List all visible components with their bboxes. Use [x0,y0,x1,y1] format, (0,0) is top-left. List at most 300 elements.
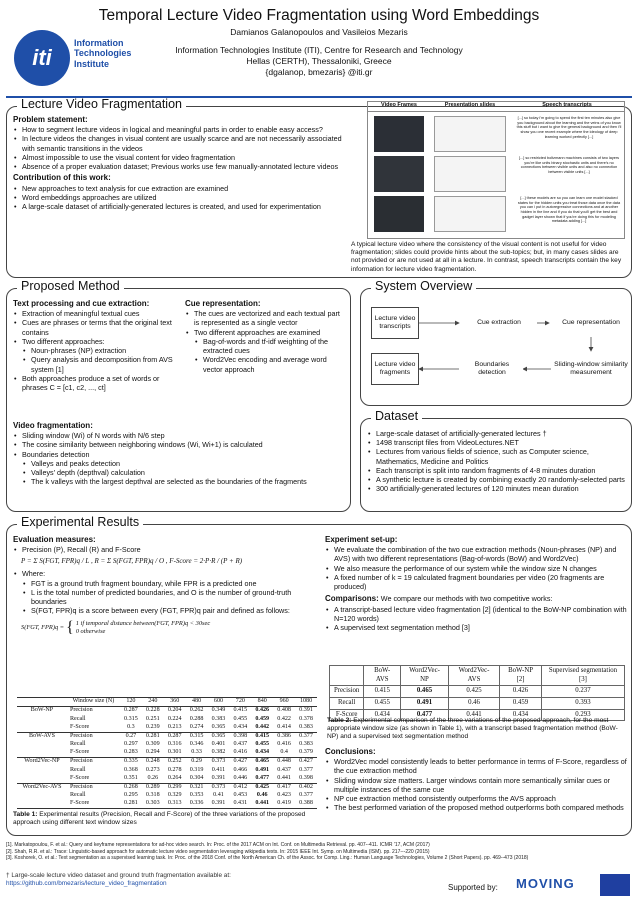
table-1-header [17,698,317,707]
table-row [17,783,317,792]
table-cell: 0.391 [211,774,226,781]
table-cell: 0.408 [277,707,291,714]
table-cell: 0.434 [364,709,401,721]
video-fragmentation-block [13,421,345,487]
concl-heading: Conclusions: [325,747,376,756]
table-cell: 0.465 [255,758,270,765]
table-cell: 0.455 [364,698,401,710]
table-cell: 0.455 [255,741,270,748]
table-cell [17,715,67,723]
cmp-item: • A transcript-based lecture video fragmentation [2] (identical to the BoW-NP combination with N=120 words) [325,605,627,623]
cr-heading: Cue representation: [185,299,261,308]
table-1-header-cell: 360 [170,698,180,705]
table-cell: 0.401 [211,741,226,748]
table-cell: 0.377 [299,766,313,773]
tp-item: • Two different approaches: [13,337,181,346]
es-list [325,545,627,591]
table-cell: 0.315 [124,715,138,722]
fig-col-frames: Video Frames [381,102,417,108]
em-heading: Evaluation measures: [13,535,96,544]
table-cell: 0.416 [277,741,291,748]
where-subitem: • FGT is a ground truth fragment boundary, while FPR is a predicted one [22,579,321,588]
table-cell: 0.427 [299,758,313,765]
contrib-item: • New approaches to text analysis for cue extraction are examined [13,184,343,193]
table-cell: 0.3 [127,723,135,730]
table-cell: 0.353 [189,792,204,799]
table-cell: 0.274 [189,723,204,730]
contrib-heading: Contribution of this work: [13,173,111,183]
table-cell: 0.419 [277,800,291,807]
video-frame-image [374,156,424,192]
table-cell: 0.297 [124,741,138,748]
table-cell: F-Score [69,749,90,756]
table-cell: 0.336 [189,800,204,807]
table-cell [17,766,67,774]
es-item: • We evaluate the combination of the two cue extraction methods (Noun-phrases (NP) and AVS) with two different representations (Bag-of-words (BoW) and Word2Vec) [325,545,627,563]
problem-block [13,115,343,211]
table-cell: 0.351 [124,774,138,781]
dataset-note: † Large-scale lecture video dataset and ground truth fragmentation available at: [6,872,231,879]
table-cell: 0.268 [124,783,138,790]
table-row [17,792,317,800]
section-lecture-video-fragmentation [6,97,632,278]
conclusions-block [325,747,627,813]
table-cell: Precision [69,783,93,790]
table-cell: 0.382 [211,749,226,756]
concl-list [325,757,627,812]
table-cell: Precision [69,707,93,714]
table-cell: 0.477 [255,774,270,781]
table-cell: 0.415 [233,707,248,714]
table-cell: 0.313 [167,800,182,807]
concl-item: • The best performed variation of the proposed method outperforms both compared methods [325,803,627,812]
table-2-body [330,686,625,721]
table-cell: 0.29 [191,758,202,765]
contrib-item: • Word embeddings approaches are utilized [13,193,343,202]
table-cell: 0.299 [167,783,182,790]
table-row [17,758,317,767]
table-row [17,715,317,723]
vf-item: • Sliding window (Wi) of N words with N/6 step [13,431,345,440]
dataset-list [367,429,629,494]
reference-item: [2]. Shah, R.R. et al.: Trace: Linguistic-based approach for automatic lecture video segmentation leveraging wikipedia texts. In: 2015 IEEE Int. Symp. on Multimedia (ISM). pp. 217---220 (2015) [6,848,430,855]
cr-subitem: • Bag-of-words and tf-idf weighting of the extracted cues [194,337,345,355]
table-cell: 0.391 [299,707,313,714]
dataset-link[interactable]: https://github.com/bmezaris/lecture_video_fragmentation [6,880,167,888]
vf-list [13,431,345,459]
table-cell: 0.248 [145,758,160,765]
table-1-header-cell: Window size (N) [72,698,115,705]
supported-by: Supported by: [448,883,498,892]
table-cell: 0.383 [211,715,226,722]
problem-item: • In lecture videos the changes in visual content are usually scarce and are not necessarily associated with semantic transitions in the videos [13,134,343,152]
cr-subitem: • Word2Vec encoding and average word vector approach [194,355,345,373]
table-cell: 0.33 [191,749,202,756]
table-cell: 0.26 [147,774,159,781]
table-cell [17,800,67,809]
table-cell: 0.289 [145,783,160,790]
table-1-header-cell: 1080 [299,698,313,705]
table-2-header-cell: Supervised segmentation [3] [541,666,624,686]
table-1-body [17,707,317,809]
table-cell: 0.426 [255,707,270,714]
table-cell: 0.416 [233,749,248,756]
comparisons-line: Comparisons: We compare our methods with two competitive works: [325,594,553,604]
table-cell: 0.294 [145,749,160,756]
figure-lecture-example [367,101,625,239]
table-cell: 0.315 [189,732,204,739]
table-cell: 0.262 [189,707,204,714]
table-cell: Recall [69,715,86,722]
table-cell: 0.379 [299,749,313,756]
tp-item: • Extraction of meaningful textual cues [13,309,181,318]
table-2-header-cell: BoW-AVS [364,666,401,686]
table-cell: 0.411 [211,766,226,773]
table-cell [17,792,67,800]
table-cell: 0.393 [541,698,624,710]
table-cell: 0.386 [277,732,291,739]
table-cell: 0.41 [213,792,224,799]
table-cell: 0.281 [145,732,160,739]
table-cell: 0.415 [364,686,401,698]
table-cell: 0.373 [211,783,226,790]
section-title: Dataset [371,410,422,423]
references [6,842,632,862]
vf-subitem: • Valleys and peaks detection [22,459,345,468]
table-cell: 0.264 [167,774,182,781]
tp-sublist [13,346,181,374]
table-1-header-cell: 960 [279,698,289,705]
table-cell: F-Score [69,774,90,781]
section-dataset [360,409,632,512]
table-cell: 0.309 [145,741,160,748]
section-system-overview [360,279,632,406]
tp-list [13,309,181,346]
table-2-header-cell: Word2Vec-NP [401,666,449,686]
table-2-header-cell [330,666,364,686]
table-cell [17,749,67,758]
cr-list [185,309,345,337]
where-item: • Where: [13,569,321,578]
table-cell: F-Score [69,800,90,807]
table-cell: Recall [69,792,86,799]
table-cell: 0.388 [299,800,313,807]
table-cell: Precision [69,758,93,765]
table-row [17,775,317,784]
section-title: System Overview [371,280,476,293]
table-cell: 0.281 [124,800,138,807]
table-1-caption: Table 1: Experimental results (Precision, Recall and F-Score) of the three variations of the proposed approach using different text window sizes [13,811,306,827]
table-row [17,741,317,749]
table-cell: Recall [330,698,364,710]
table-cell: Word2Vec-NP [24,758,60,765]
table-cell: 0.491 [401,698,449,710]
table-cell: 0.378 [299,715,313,722]
slide-image [434,196,506,232]
table-cell: 0.491 [255,766,270,773]
em-item: • Precision (P), Recall (R) and F-Score [13,545,321,554]
table-cell: 0.365 [211,732,226,739]
piece-case-1: 1 if temporal distance between(FGT, FPR)q < 30sec [75,619,211,627]
table-cell: 0.455 [233,715,248,722]
dataset-item: • A synthetic lecture is created by combining exactly 20 randomly-selected parts [367,475,629,484]
poster-institute: Information Technologies Institute (ITI), Centre for Research and Technology Hellas (CERTH), Thessaloniki, Greece {dgalanop, bmezaris} @iti.gr [175,45,463,78]
where-subitem: • S(FGT, FPR)q is a score between every (FGT, FPR)q pair and defined as follows: [22,606,321,615]
iti-logo-mark: iti [14,30,70,86]
table-1-header-cell: 600 [213,698,224,705]
box-boundaries-detection: Boundaries detection [461,357,523,381]
table-cell: 0.415 [255,732,270,739]
table-cell: Precision [69,732,93,739]
concl-item: • Sliding window size matters. Larger windows contain more semantically similar cues or multiple instances of the same cue [325,776,627,794]
table-row [17,732,317,741]
table-cell: BoW-NP [30,707,54,714]
concl-item: • NP cue extraction method consistently outperforms the AVS approach [325,794,627,803]
text-processing-block [13,299,181,392]
table-cell: 0.349 [211,707,226,714]
table-cell: 0.383 [299,723,313,730]
table-cell [17,775,67,784]
tp-subitem: • Noun-phrases (NP) extraction [22,346,181,355]
brace-glyph: { [66,618,74,636]
table-cell: BoW-AVS [29,732,55,739]
table-cell: 0.46 [448,698,499,710]
box-sliding-window: Sliding-window similarity measurement [551,353,631,385]
transcript-text: [...] these models are so you can learn one model stacked states for the hidden units you treat those data once the data you can i put in autoregressive connections and at another hidden in the line and if you do that you'll get the best and gadget layer shown that if you're doing this for modeling metadata adding [...] [517,196,621,224]
table-cell: Recall [69,741,86,748]
table-cell: Precision [330,686,364,698]
table-cell: 0.365 [211,723,226,730]
section-proposed-method [6,279,351,512]
tp-item: • Cues are phrases or terms that the original text contains [13,318,181,336]
contrib-item: • A large-scale dataset of artificially-generated lectures is created, and used for experimentation [13,202,343,211]
dataset-item: • Lectures from various fields of science, such as Computer science, Mathematics, Medicine and Politics [367,447,629,465]
table-cell: 0.27 [125,732,137,739]
tp-heading: Text processing and cue extraction: [13,299,150,308]
table-2-header [330,666,625,686]
table-cell: 0.412 [233,783,248,790]
table-cell: 0.293 [541,709,624,721]
fig-col-transcripts: Speech transcripts [542,102,592,108]
slide-image [434,156,506,192]
table-cell: 0.459 [255,715,270,722]
table-cell: 0.423 [277,792,291,799]
where-sublist [13,579,321,616]
table-cell: 0.301 [167,749,182,756]
table-cell: 0.434 [233,723,248,730]
table-cell: 0.441 [448,709,499,721]
vf-item: • Boundaries detection [13,450,345,459]
table-cell: 0.414 [277,723,291,730]
table-row [17,749,317,758]
table-cell: 0.441 [277,774,291,781]
box-cue-extraction: Cue extraction [461,315,537,331]
es-item: • A fixed number of k = 19 calculated fragment boundaries per video (20 fragments are produced) [325,573,627,591]
table-cell: 0.287 [124,707,138,714]
table-row [17,800,317,809]
poster-authors: Damianos Galanopoulos and Vasileios Mezaris [230,27,408,37]
vf-item: • The cosine similarity between neighboring windows (Wi, Wi+1) is calculated [13,440,345,449]
table-cell: 0.288 [189,715,204,722]
dataset-item: • 1498 transcript files from VideoLectures.NET [367,438,629,447]
table-cell: 0.425 [448,686,499,698]
table-cell: 0.335 [124,758,138,765]
table-2-header-cell: BoW-NP [2] [500,666,542,686]
table-cell: 0.398 [299,774,313,781]
table-cell: 0.431 [233,800,248,807]
table-1-header-cell: 840 [257,698,267,705]
slide-thumbnails [434,116,506,234]
table-2 [329,665,625,721]
box-transcripts: Lecture video transcripts [371,307,419,339]
table-cell: 0.251 [145,715,160,722]
table-cell: 0.425 [255,783,270,790]
cr-item: • The cues are vectorized and each textual part is represented as a single vector [185,309,345,327]
cue-representation-block [185,299,345,374]
table-cell: 0.377 [299,792,313,799]
table-cell: 0.46 [256,792,268,799]
em-list [13,545,321,554]
table-cell: 0.459 [500,698,542,710]
tp-list-last [13,374,181,392]
es-heading: Experiment set-up: [325,535,398,544]
table-1-header-cell: 480 [192,698,202,705]
section-title: Lecture Video Fragmentation [17,98,186,111]
cmp-list [325,605,627,633]
transcript-text: [...] so restricted boltzmann machines consists of two layers you're like units binary stochastic units and there's no connections between visible units and also no connection between visible units [...] [518,156,620,174]
dataset-item: • 300 artificially-generated lectures of 120 minutes mean duration [367,484,629,493]
table-cell: 0.448 [277,758,291,765]
table-cell: 0.437 [233,741,248,748]
where-subitem: • L is the total number of predicted boundaries, and O is the number of ground-truth boundaries [22,588,321,606]
problem-item: • Absence of a proper evaluation dataset; Previous works use few manually-annotated lecture videos [13,162,343,171]
table-cell: 0.237 [541,686,624,698]
table-cell: 0.224 [167,715,182,722]
slide-image [434,116,506,152]
transcript-text: [...] so today i'm going to spend the first ten minutes also give you background about the learning and the veins of you know this stuff but i want to give the general background and then i'll show you one recent example where the ideology of deep learning worked perfectly [...] [516,116,622,139]
contrib-list [13,184,343,212]
table-cell: Word2Vec-AVS [22,783,62,790]
table-cell: 0.422 [277,715,291,722]
table-cell: 0.304 [189,774,204,781]
table-cell [17,724,67,733]
table-cell: 0.446 [233,774,248,781]
video-frame-image [374,196,424,232]
es-item: • We also measure the performance of our system while the window size N changes [325,564,627,573]
vf-subitem: • Valleys' depth (depthval) calculation [22,468,345,477]
table-1-header-cell: 720 [235,698,245,705]
dataset-item: • Each transcript is split into random fragments of 4-8 minutes duration [367,466,629,475]
table-cell: 0.466 [233,766,248,773]
table-cell: 0.398 [233,732,248,739]
table-cell: 0.295 [124,792,138,799]
table-cell: 0.319 [189,766,204,773]
section-experimental-results [6,515,632,836]
table-cell: 0.321 [189,783,204,790]
table-cell: 0.442 [255,723,270,730]
table-row [17,766,317,774]
table-cell: 0.213 [167,723,182,730]
concl-item: • Word2Vec model consistently leads to better performance in terms of F-Score, regardless of the cue extraction method [325,757,627,775]
section-title: Proposed Method [17,280,124,293]
cr-sublist [185,337,345,374]
table-cell: 0.252 [167,758,182,765]
cr-item: • Two different approaches are examined [185,328,345,337]
table-cell: 0.273 [145,766,160,773]
table-cell: 0.377 [299,732,313,739]
table-cell: 0.204 [167,707,182,714]
problem-item: • How to segment lecture videos in logical and meaningful parts in order to enable easy access? [13,125,343,134]
evaluation-block [13,535,321,640]
table-cell: 0.441 [255,800,270,807]
tp-subitem: • Query analysis and decomposition from AVS system [1] [22,355,181,373]
table-cell: F-Score [69,723,90,730]
table-row [17,724,317,733]
problem-heading: Problem statement: [13,115,88,124]
cmp-item: • A supervised text segmentation method [3] [325,623,627,632]
table-cell: 0.417 [277,783,291,790]
piece-lhs: S(FGT, FPR)q = [21,623,65,631]
table-row [330,686,625,698]
reference-item: [1]. Markatopoulou, F. et al.: Query and keyframe representations for ad-hoc video search. In: Proc. of the 2017 ACM on Int. Conf. on Multimedia Retrieval. pp. 407--411. ICMR '17, ACM (2017) [6,842,430,848]
section-title: Experimental Results [17,516,143,529]
table-cell: 0.383 [299,741,313,748]
table-2-caption: Table 2: Experimental comparison of the three variations of the proposed approach, for the most appropriate window size (as shown in Table 1), with a transcript based fragmentation method (BoW-NP) and a supervised text segmentation method [327,717,618,741]
table-cell: 0.303 [145,800,160,807]
eu-flag-icon [600,874,630,896]
table-cell: 0.278 [167,766,182,773]
table-2-header-cell: Word2Vec-AVS [448,666,499,686]
vf-heading: Video fragmentation: [13,421,93,430]
table-cell: 0.283 [124,749,138,756]
table-cell [17,741,67,749]
piece-cases [76,620,210,636]
iti-logo-text: Information Technologies Institute [74,38,132,69]
table-cell: 0.373 [211,758,226,765]
tp-item: • Both approaches produce a set of words or phrases C = [c1, c2, ..., ct] [13,374,181,392]
table-cell: 0.329 [167,792,182,799]
setup-block [325,535,627,632]
problem-item: • Almost impossible to use the visual content for video fragmentation [13,153,343,162]
vf-sublist [13,459,345,487]
poster-title: Temporal Lecture Video Fragmentation using Word Embeddings [98,7,540,24]
table-cell: 0.453 [233,792,248,799]
formula-piecewise [13,616,321,640]
table-cell: 0.368 [124,766,138,773]
piece-case-0: 0 otherwise [75,627,106,635]
vf-subitem: • The k valleys with the largest depthval are selected as the boundaries of the fragments [22,477,345,486]
video-frames [374,116,424,234]
video-frame-image [374,116,424,152]
dataset-item: • Large-scale dataset of artificially-generated lectures † [367,429,629,438]
table-cell: 0.287 [167,732,182,739]
fig-col-slides: Presentation slides [444,102,496,108]
formula-prf: P = Σ S(FGT, FPR)q / L , R = Σ S(FGT, FPR)q / O , F-Score = 2·P·R / (P + R) [21,557,243,566]
table-cell: 0.402 [299,783,313,790]
table-cell: Recall [69,766,86,773]
table-cell: 0.228 [145,707,160,714]
table-cell: 0.346 [189,741,204,748]
table-cell: F-Score [330,709,364,721]
table-cell: 0.318 [145,792,160,799]
transcripts [516,116,622,234]
table-cell: 0.391 [211,800,226,807]
table-row [17,707,317,716]
where-list [13,569,321,578]
table-cell: 0.434 [500,709,542,721]
table-row [330,698,625,710]
table-1 [17,697,317,809]
